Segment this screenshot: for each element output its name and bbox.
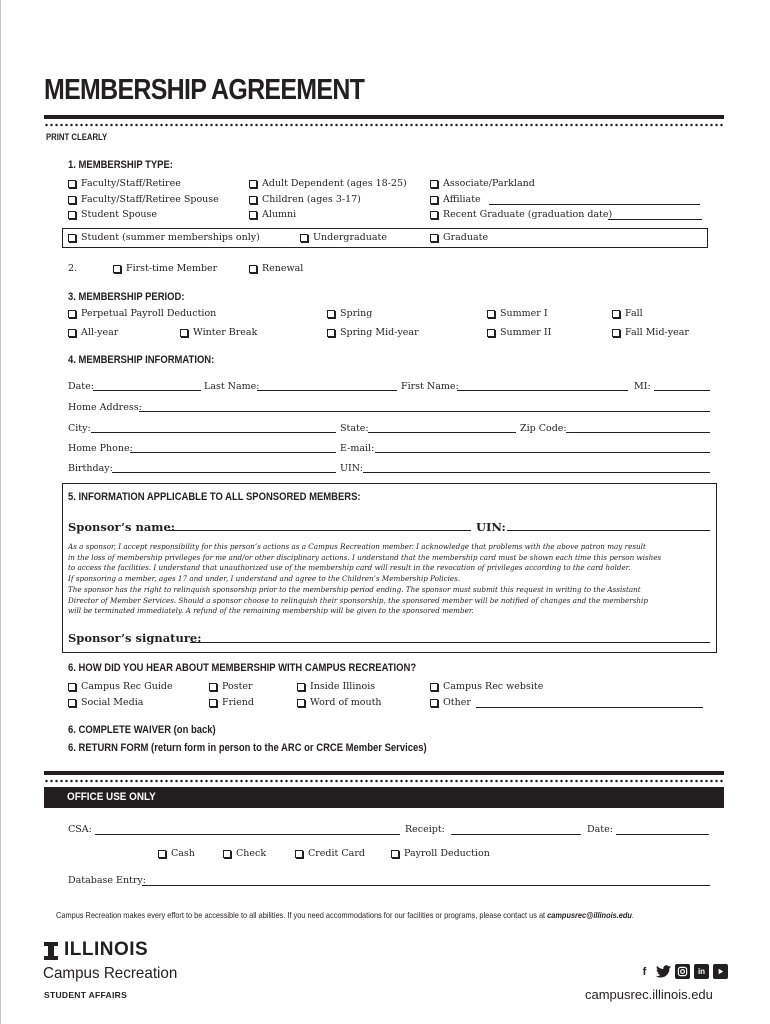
checkbox-inside-illinois[interactable]: Inside Illinois — [297, 681, 375, 692]
checkbox-icon — [249, 265, 257, 273]
checkbox-icon — [249, 211, 257, 219]
student-affairs-label: STUDENT AFFAIRS — [44, 990, 128, 1000]
date-label: Date: — [68, 381, 94, 392]
affiliate-input-line[interactable] — [489, 204, 700, 205]
checkbox-icon — [612, 329, 620, 337]
email-label: E-mail: — [340, 443, 375, 454]
office-date-label: Date: — [587, 824, 613, 835]
mi-label: MI: — [634, 381, 651, 392]
checkbox-winter-break[interactable]: Winter Break — [180, 327, 257, 338]
checkbox-icon — [68, 310, 76, 318]
checkbox-icon — [68, 211, 76, 219]
uin-label: UIN: — [340, 463, 363, 474]
sponsor-signature-input-line[interactable] — [190, 642, 710, 643]
home-phone-label: Home Phone: — [68, 443, 133, 454]
membership-type-header: 1. MEMBERSHIP TYPE: — [68, 159, 173, 171]
checkbox-social-media[interactable]: Social Media — [68, 697, 143, 708]
print-clearly-label: PRINT CLEARLY — [46, 132, 108, 142]
checkbox-spring[interactable]: Spring — [327, 308, 372, 319]
instagram-icon[interactable] — [675, 964, 690, 979]
other-input-line[interactable] — [476, 707, 703, 708]
csa-label: CSA: — [68, 824, 92, 835]
website-link[interactable]: campusrec.illinois.edu — [585, 987, 713, 1002]
first-name-label: First Name: — [401, 381, 459, 392]
membership-information-header: 4. MEMBERSHIP INFORMATION: — [68, 354, 215, 366]
office-rule — [44, 771, 724, 775]
checkbox-icon — [391, 850, 399, 858]
checkbox-icon — [297, 699, 305, 707]
checkbox-graduate[interactable]: Graduate — [430, 232, 488, 243]
illinois-block-i-logo-icon — [44, 942, 58, 960]
checkbox-icon — [430, 180, 438, 188]
checkbox-first-time-member[interactable]: First-time Member — [113, 263, 217, 274]
checkbox-summer-i[interactable]: Summer I — [487, 308, 548, 319]
office-use-title: OFFICE USE ONLY — [67, 791, 156, 803]
checkbox-icon — [223, 850, 231, 858]
birthday-label: Birthday: — [68, 463, 113, 474]
checkbox-recent-graduate[interactable]: Recent Graduate (graduation date) — [430, 209, 612, 220]
checkbox-perpetual-payroll[interactable]: Perpetual Payroll Deduction — [68, 308, 216, 319]
zip-code-label: Zip Code: — [520, 423, 567, 434]
office-dotted-rule — [44, 779, 724, 783]
state-label: State: — [340, 423, 369, 434]
checkbox-summer-ii[interactable]: Summer II — [487, 327, 551, 338]
checkbox-icon — [68, 329, 76, 337]
checkbox-fall[interactable]: Fall — [612, 308, 643, 319]
checkbox-icon — [68, 683, 76, 691]
return-form-step: 6. RETURN FORM (return form in person to the ARC or CRCE Member Services) — [68, 742, 427, 754]
sponsor-signature-label: Sponsor’s signature: — [68, 631, 202, 645]
graduation-date-input-line[interactable] — [608, 219, 702, 220]
home-phone-input-line[interactable] — [130, 452, 336, 453]
checkbox-icon — [180, 329, 188, 337]
checkbox-student-summer[interactable]: Student (summer memberships only) — [68, 232, 260, 243]
checkbox-check[interactable]: Check — [223, 848, 266, 859]
mi-input-line[interactable] — [654, 390, 710, 391]
home-address-label: Home Address: — [68, 402, 142, 413]
city-label: City: — [68, 423, 91, 434]
checkbox-icon — [113, 265, 121, 273]
checkbox-campus-rec-guide[interactable]: Campus Rec Guide — [68, 681, 173, 692]
checkbox-renewal[interactable]: Renewal — [249, 263, 303, 274]
checkbox-spring-mid-year[interactable]: Spring Mid-year — [327, 327, 419, 338]
checkbox-icon — [295, 850, 303, 858]
checkbox-icon — [68, 180, 76, 188]
checkbox-children[interactable]: Children (ages 3-17) — [249, 194, 361, 205]
page-edge — [0, 0, 1, 1024]
illinois-wordmark: ILLINOIS — [64, 939, 149, 960]
checkbox-faculty-staff-retiree-spouse[interactable]: Faculty/Staff/Retiree Spouse — [68, 194, 219, 205]
last-name-label: Last Name: — [204, 381, 260, 392]
receipt-label: Receipt: — [405, 824, 445, 835]
checkbox-icon — [430, 234, 438, 242]
membership-period-header: 3. MEMBERSHIP PERIOD: — [68, 291, 185, 303]
sponsor-name-label: Sponsor’s name: — [68, 520, 176, 534]
social-icons — [637, 964, 728, 979]
checkbox-poster[interactable]: Poster — [209, 681, 253, 692]
checkbox-icon — [487, 310, 495, 318]
checkbox-undergraduate[interactable]: Undergraduate — [300, 232, 387, 243]
receipt-input-line[interactable] — [451, 834, 581, 835]
complete-waiver-step: 6. COMPLETE WAIVER (on back) — [68, 724, 216, 736]
checkbox-faculty-staff-retiree[interactable]: Faculty/Staff/Retiree — [68, 178, 181, 189]
checkbox-associate-parkland[interactable]: Associate/Parkland — [430, 178, 535, 189]
database-entry-label: Database Entry: — [68, 875, 147, 886]
checkbox-icon — [487, 329, 495, 337]
state-input-line[interactable] — [368, 432, 516, 433]
checkbox-cash[interactable]: Cash — [158, 848, 195, 859]
checkbox-campus-rec-website[interactable]: Campus Rec website — [430, 681, 543, 692]
sponsored-members-header: 5. INFORMATION APPLICABLE TO ALL SPONSORED MEMBERS: — [68, 491, 361, 503]
checkbox-icon — [209, 683, 217, 691]
checkbox-icon — [327, 329, 335, 337]
date-input-line[interactable] — [93, 390, 201, 391]
checkbox-all-year[interactable]: All-year — [68, 327, 118, 338]
title-rule — [44, 115, 724, 119]
checkbox-icon — [68, 196, 76, 204]
checkbox-student-spouse[interactable]: Student Spouse — [68, 209, 157, 220]
contact-email-link[interactable]: campusrec@illinois.edu — [547, 910, 632, 920]
checkbox-friend[interactable]: Friend — [209, 697, 254, 708]
checkbox-icon — [430, 699, 438, 707]
checkbox-icon — [327, 310, 335, 318]
checkbox-icon — [430, 211, 438, 219]
csa-input-line[interactable] — [95, 834, 400, 835]
checkbox-payroll-deduction[interactable]: Payroll Deduction — [391, 848, 490, 859]
email-input-line[interactable] — [375, 452, 710, 453]
campus-recreation-wordmark: Campus Recreation — [43, 965, 178, 982]
sponsor-uin-label: UIN: — [476, 520, 506, 534]
checkbox-word-of-mouth[interactable]: Word of mouth — [297, 697, 382, 708]
sponsor-name-input-line[interactable] — [167, 530, 471, 531]
twitter-icon[interactable] — [656, 964, 671, 979]
youtube-icon[interactable] — [713, 964, 728, 979]
checkbox-alumni[interactable]: Alumni — [249, 209, 296, 220]
zip-code-input-line[interactable] — [566, 432, 710, 433]
database-entry-input-line[interactable] — [142, 885, 710, 886]
checkbox-icon — [209, 699, 217, 707]
checkbox-icon — [430, 683, 438, 691]
checkbox-icon — [249, 196, 257, 204]
checkbox-icon — [612, 310, 620, 318]
section-2-number: 2. — [68, 263, 78, 274]
title-dotted-rule — [44, 123, 724, 127]
checkbox-icon — [158, 850, 166, 858]
checkbox-other[interactable]: Other — [430, 697, 471, 708]
sponsor-agreement-text: As a sponsor, I accept responsibility for this person’s actions as a Campus Recreation member. I acknowledge that problems with the above patron may result in the loss of membership privileges for me and/or other disciplinary actions. I understand that the membership card must be shown each time this person wishes to access the facilities. I understand that unauthorized use of the membership card will result in the revocation of privileges according to the card holder. If sponsoring a member, ages 17 and under, I understand and agree to the Children’s Membership Policies. The sponsor has the right to relinquish sponsorship prior to the membership period ending. The sponsor must submit this request in writing to the Assistant Director of Member Services. Should a sponsor choose to relinquish their sponsorship, the sponsored member will be notified of changes and the membership will be terminated immediately. A refund of the remaining membership will be given to the sponsored member. — [68, 542, 662, 616]
checkbox-icon — [430, 196, 438, 204]
checkbox-adult-dependent[interactable]: Adult Dependent (ages 18-25) — [249, 178, 407, 189]
checkbox-icon — [249, 180, 257, 188]
facebook-icon[interactable]: f — [642, 965, 647, 978]
checkbox-icon — [68, 699, 76, 707]
checkbox-icon — [297, 683, 305, 691]
sponsor-uin-input-line[interactable] — [507, 530, 710, 531]
checkbox-icon — [300, 234, 308, 242]
checkbox-affiliate[interactable]: Affiliate — [430, 194, 481, 205]
city-input-line[interactable] — [91, 432, 336, 433]
birthday-input-line[interactable] — [112, 472, 336, 473]
checkbox-credit-card[interactable]: Credit Card — [295, 848, 365, 859]
uin-input-line[interactable] — [363, 472, 710, 473]
accessibility-note: Campus Recreation makes every effort to be accessible to all abilities. If you need accommodations for our facilities or programs, please contact us at campusrec@illinois.edu. — [56, 910, 634, 920]
first-name-input-line[interactable] — [457, 390, 628, 391]
office-use-header-bar — [44, 787, 724, 808]
office-date-input-line[interactable] — [616, 834, 709, 835]
page-title: MEMBERSHIP AGREEMENT — [44, 74, 365, 106]
checkbox-fall-mid-year[interactable]: Fall Mid-year — [612, 327, 689, 338]
last-name-input-line[interactable] — [257, 390, 397, 391]
linkedin-icon[interactable]: in — [694, 964, 709, 979]
how-did-you-hear-header: 6. HOW DID YOU HEAR ABOUT MEMBERSHIP WITH CAMPUS RECREATION? — [68, 662, 417, 674]
home-address-input-line[interactable] — [139, 411, 710, 412]
checkbox-icon — [68, 234, 76, 242]
